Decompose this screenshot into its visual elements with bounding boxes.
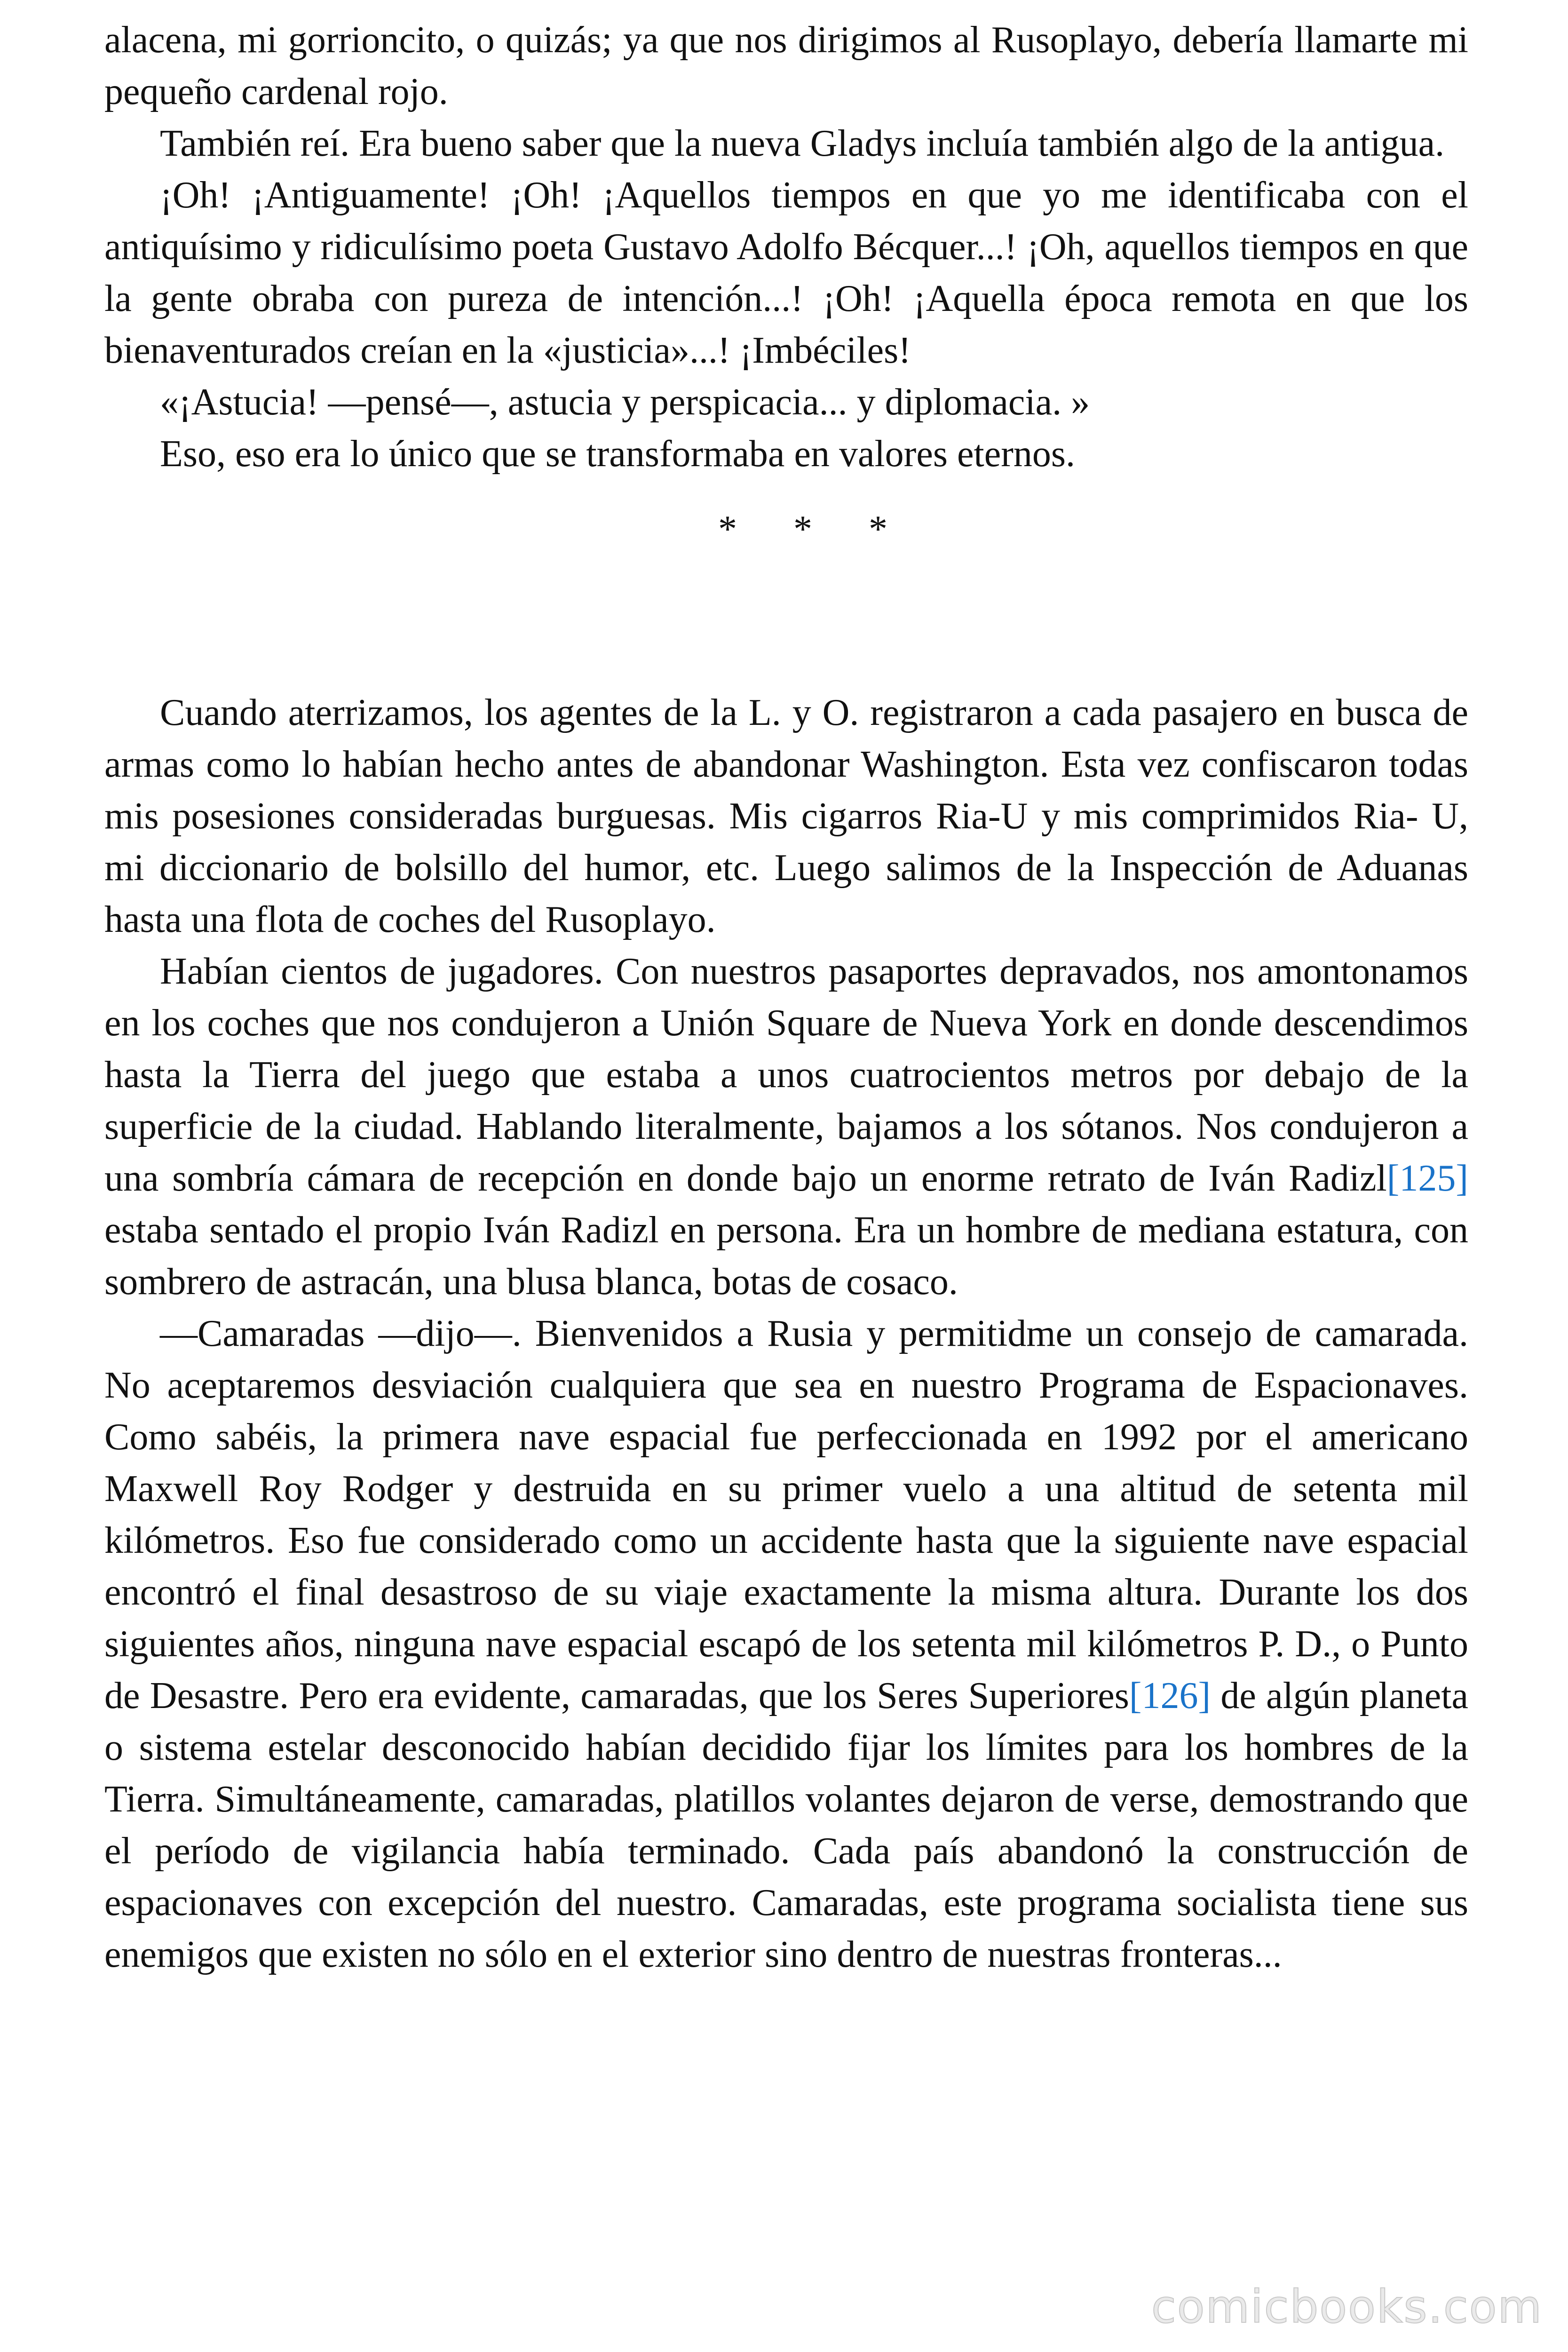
paragraph-text: estaba sentado el propio Iván Radizl en persona. Era un hombre de mediana estatura, con sombrero de astracán, una blusa blanca, botas de cosaco. [104,1209,1468,1303]
paragraph: Cuando aterrizamos, los agentes de la L. y O. registraron a cada pasajero en busca de armas como lo habían hecho antes de abandonar Washington. Esta vez confiscaron todas mis posesiones consideradas burguesas. Mis cigarros Ria-U y mis comprimidos Ria- U, mi diccionario de bolsillo del humor, etc. Luego salimos de la Inspección de Aduanas hasta una flota de coches del Rusoplayo. [104,692,1468,940]
paragraph [104,946,1468,1308]
paragraph-text: de algún planeta o sistema estelar desconocido habían decidido fijar los límites para los hombres de la Tierra. Simultáneamente, camaradas, platillos volantes dejaron de verse, demostrando que el período de vigilancia había terminado. Cada país abandonó la construcción de espacionaves con excepción del nuestro. Camaradas, este programa socialista tiene sus enemigos que existen no sólo en el exterior sino dentro de nuestras fronteras... [104,1675,1469,1975]
section-separator [104,480,1468,687]
paragraph [104,1308,1468,1980]
footnote-link-125[interactable]: [125] [1386,1158,1468,1199]
paragraph: También reí. Era bueno saber que la nueva Gladys incluía también algo de la antigua. [160,123,1445,164]
paragraph: «¡Astucia! —pensé—, astucia y perspicacia... y diplomacia. » [160,381,1090,423]
separator-stars: * * * [718,509,887,550]
footnote-link-126[interactable]: [126] [1129,1675,1211,1716]
paragraph: alacena, mi gorrioncito, o quizás; ya que nos dirigimos al Rusoplayo, debería llamarte mi pequeño cardenal rojo. [104,19,1468,112]
book-page [104,14,1468,1980]
paragraph: ¡Oh! ¡Antiguamente! ¡Oh! ¡Aquellos tiempos en que yo me identificaba con el antiquísimo y ridiculísimo poeta Gustavo Adolfo Bécquer...! ¡Oh, aquellos tiempos en que la gente obraba con pureza de intención...! ¡Oh! ¡Aquella época remota en que los bienaventurados creían en la «justicia»...! ¡Imbéciles! [104,175,1468,371]
paragraph-text: Habían cientos de jugadores. Con nuestros pasaportes depravados, nos amontonamos en los coches que nos condujeron a Unión Square de Nueva York en donde descendimos hasta la Tierra del juego que estaba a unos cuatrocientos metros por debajo de la superficie de la ciudad. Hablando literalmente, bajamos a los sótanos. Nos condujeron a una sombría cámara de recepción en donde bajo un enorme retrato de Iván Radizl [104,951,1468,1199]
watermark-logo: comicbooks.com [1151,2280,1543,2333]
paragraph: Eso, eso era lo único que se transformaba en valores eternos. [160,433,1075,475]
paragraph-text: —Camaradas —dijo—. Bienvenidos a Rusia y permitidme un consejo de camarada. No aceptaremos desviación cualquiera que sea en nuestro Programa de Espacionaves. Como sabéis, la primera nave espacial fue perfeccionada en 1992 por el americano Maxwell Roy Rodger y destruida en su primer vuelo a una altitud de setenta mil kilómetros. Eso fue considerado como un accidente hasta que la siguiente nave espacial encontró el final desastroso de su viaje exactamente la misma altura. Durante los dos siguientes años, ninguna nave espacial escapó de los setenta mil kilómetros P. D., o Punto de Desastre. Pero era evidente, camaradas, que los Seres Superiores [104,1313,1468,1716]
